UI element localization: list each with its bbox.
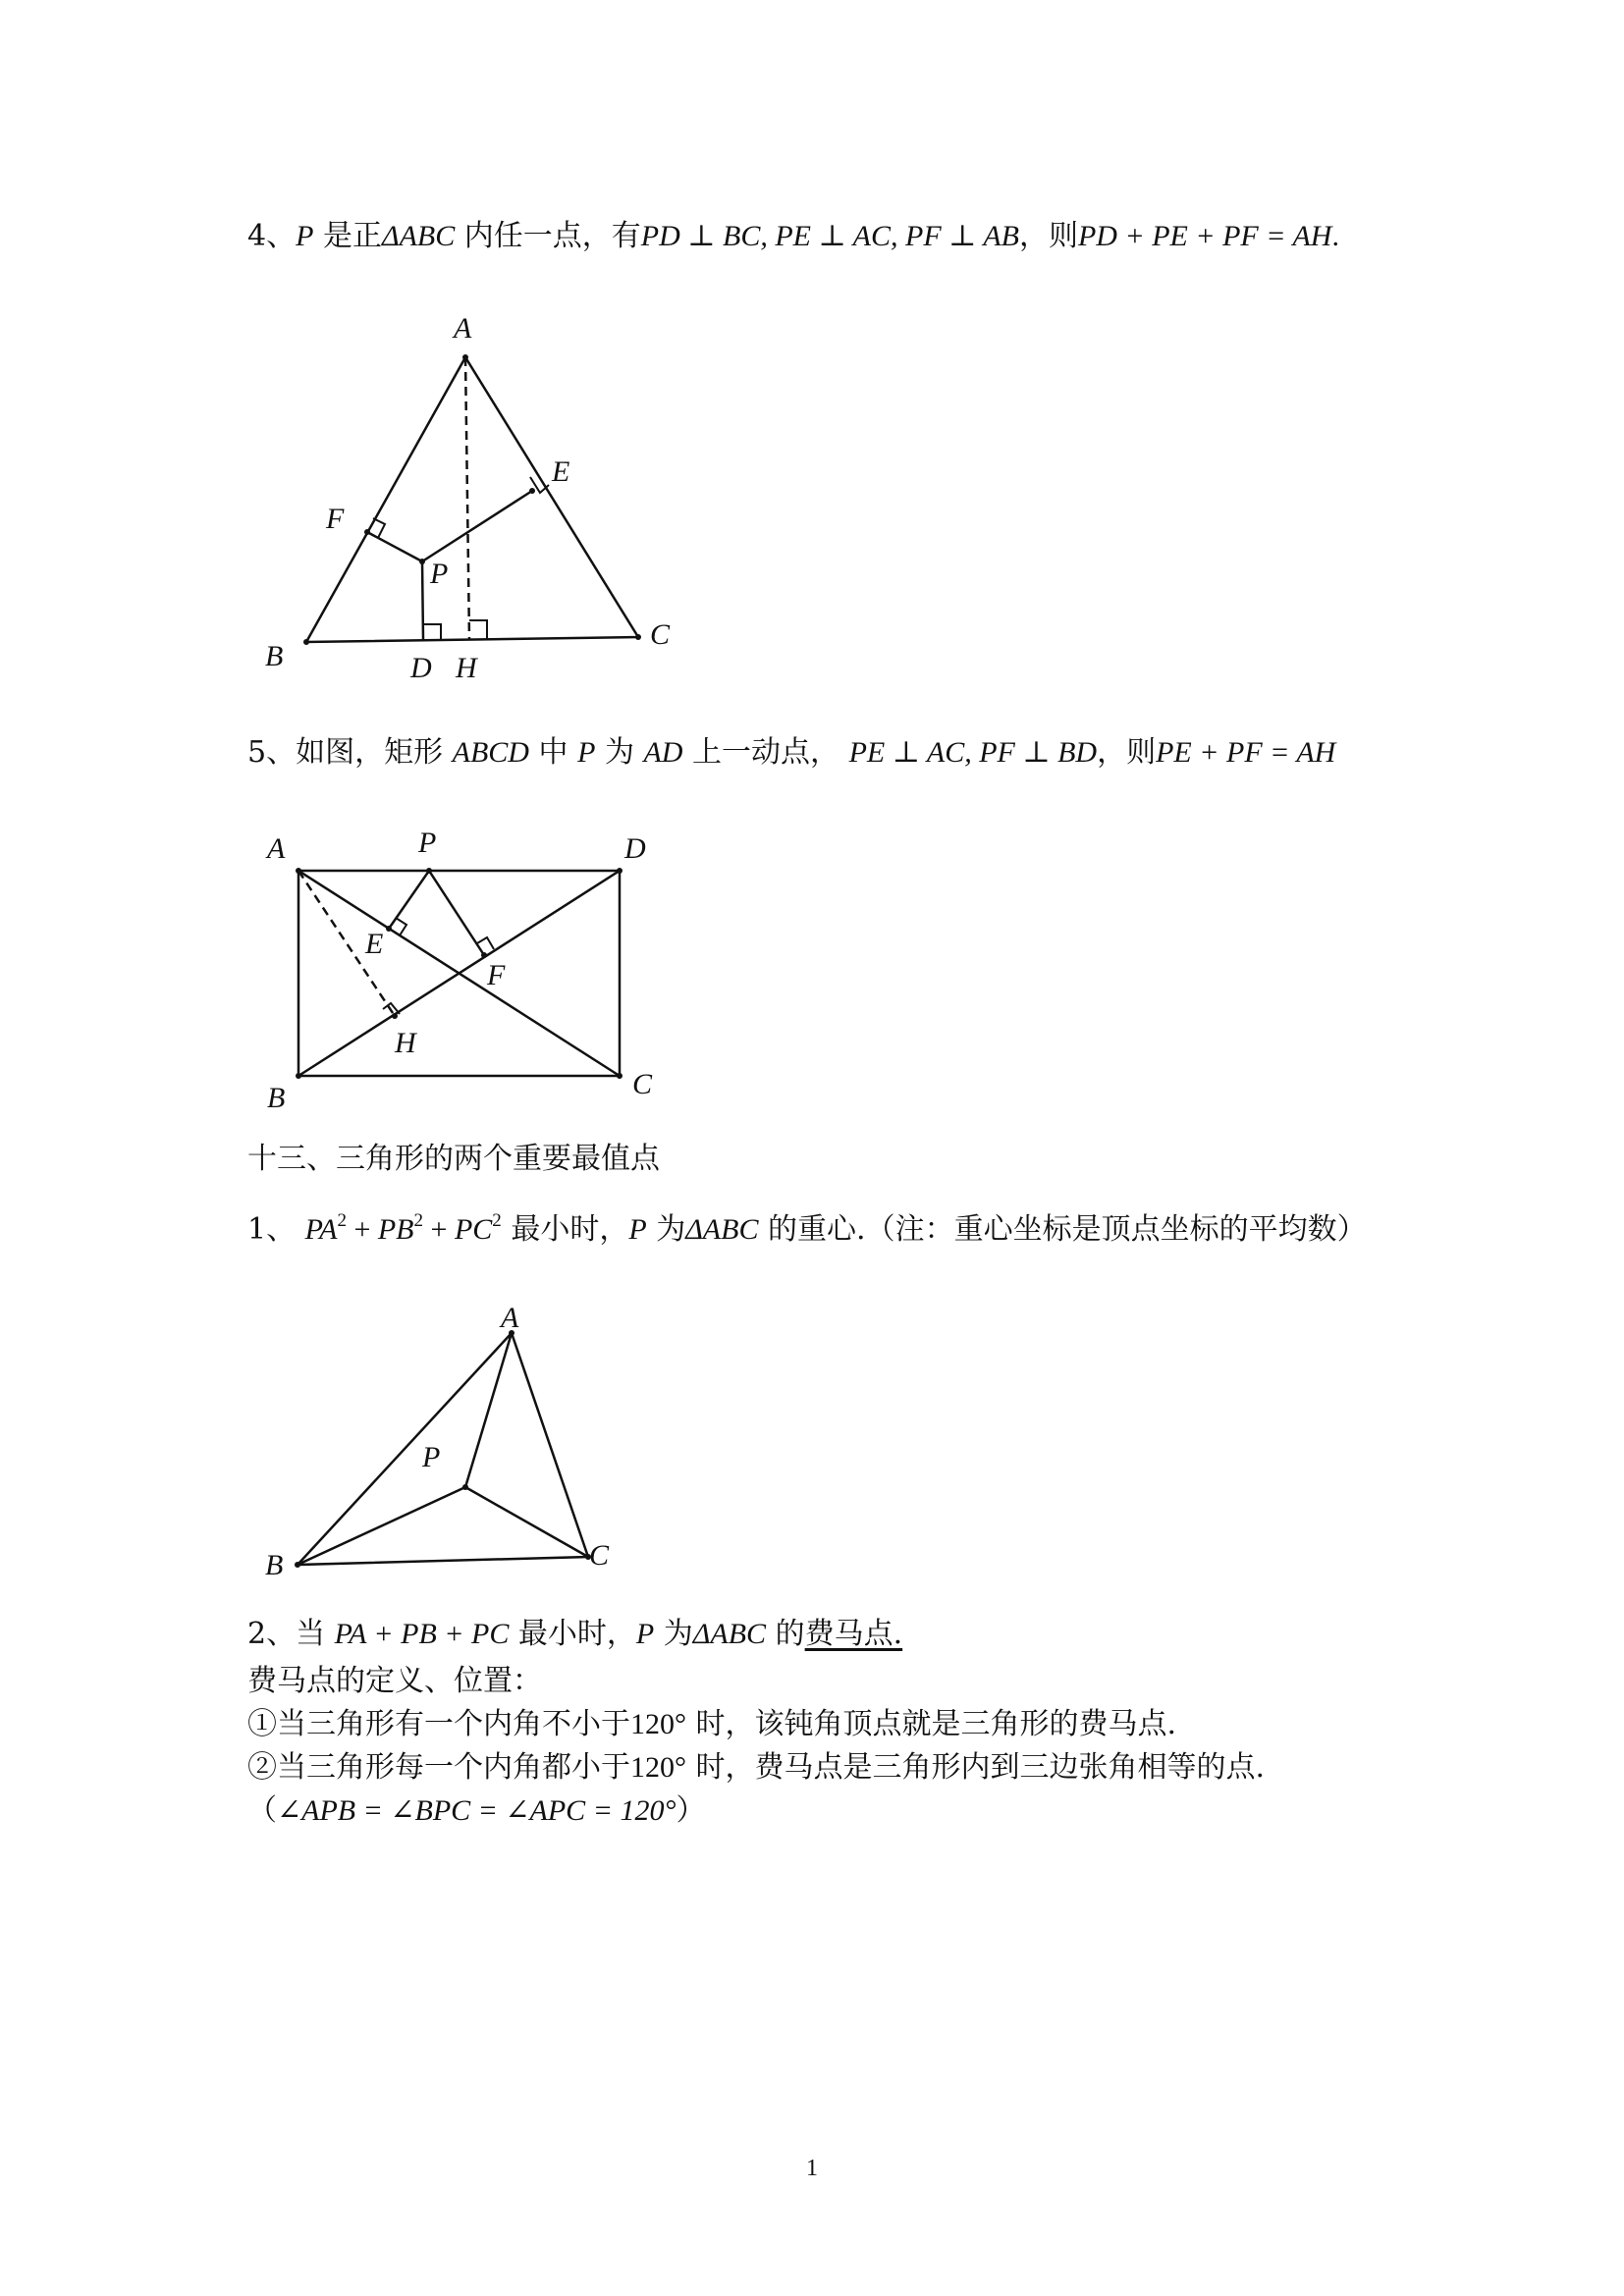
item-5-text-2: 中 [538,735,568,770]
segment-pa [465,1333,512,1487]
exponent: 2 [492,1210,502,1231]
fermat-definition-heading: 费马点的定义、位置： [247,1664,542,1698]
item-4-end: . [1331,220,1339,252]
item-13-1-number: 1、 [247,1212,297,1247]
angle-120: 120° [630,1708,686,1740]
item-13-2-text-3: 的 [775,1617,805,1651]
result-equation: PD + PE + PF = AH [1077,220,1332,252]
item-13-1-text-2: 为 [656,1212,686,1247]
exponent: 2 [413,1210,424,1231]
item-13-2-number: 2、当 [247,1617,326,1651]
label-b: B [267,1082,286,1114]
item-13-1-text-3: 的重心.（注：重心坐标是顶点坐标的平均数） [768,1212,1367,1247]
point-p: P [296,220,314,252]
label-d: D [410,652,432,684]
sum-pa-pb-pc: PA + PB + PC [334,1618,510,1650]
label-e: E [365,928,384,960]
item-13-2-text-2: 为 [663,1617,693,1651]
paren-open: （ [247,1793,277,1828]
item-5-text-1: 如图，矩形 [296,735,444,770]
fermat-case-2-post: 时，费马点是三角形内到三边张角相等的点. [695,1750,1266,1785]
item-4-text-1: 是正 [322,219,382,253]
section-13-title: 十三、三角形的两个重要最值点 [247,1142,660,1176]
plus-sign: + [346,1213,378,1246]
item-5-text-5: ，则 [1097,735,1157,770]
label-p: P [418,827,437,859]
plus-sign: + [423,1213,455,1246]
label-h: H [456,652,477,684]
point-p: P [628,1213,647,1246]
item-5-number: 5、 [247,735,297,770]
term-pb: PB [377,1213,414,1246]
item-4-number: 4、 [247,219,297,253]
label-f: F [326,503,345,535]
label-c: C [632,1068,653,1100]
segment-ad: AD [643,736,683,769]
label-a: A [501,1302,519,1334]
segment-pb [298,1487,465,1565]
point-p: P [577,736,596,769]
label-b: B [265,640,284,672]
fermat-case-2 [247,1749,1265,1787]
fermat-case-1 [247,1706,1176,1743]
item-13-2-text-1: 最小时， [517,1617,636,1651]
triangle-abc: ΔABC [685,1213,759,1246]
term-pa: PA [304,1213,338,1246]
angle-120: 120° [630,1751,686,1784]
item-5-text-4: 上一动点， [692,735,840,770]
perpendicular-conditions: PE ⊥ AC, PF ⊥ BD [848,736,1098,769]
segment-pc [465,1487,588,1557]
fermat-angles [247,1792,705,1830]
item-4-text-2: 内任一点，有 [463,219,641,253]
label-c: C [589,1539,610,1572]
fermat-case-2-pre: ②当三角形每一个内角都小于 [247,1750,630,1785]
label-e: E [552,455,570,488]
rectangle-abcd: ABCD [452,736,529,769]
fermat-point-term: 费马点. [804,1617,903,1651]
label-d: D [624,832,646,865]
exponent: 2 [337,1210,347,1231]
label-b: B [265,1549,284,1581]
label-p: P [430,558,449,590]
item-13-1-text-1: 最小时， [511,1212,629,1247]
term-pc: PC [454,1213,493,1246]
fermat-case-1-post: 时，该钝角顶点就是三角形的费马点. [695,1707,1177,1741]
point-p: P [635,1618,655,1650]
perpendicular-conditions: PD ⊥ BC, PE ⊥ AC, PF ⊥ AB [640,220,1019,252]
label-p: P [422,1441,441,1473]
page-number: 1 [806,2156,818,2181]
label-f: F [487,959,506,991]
item-4-text-3: ，则 [1018,219,1078,253]
label-h: H [395,1027,416,1059]
label-c: C [650,618,671,651]
label-a: A [267,832,286,865]
triangle-abc: ΔABC [692,1618,767,1650]
item-13-2-statement [247,1616,902,1653]
item-5-text-3: 为 [604,735,634,770]
paren-close: ） [676,1793,706,1828]
result-equation: PE + PF = AH [1156,736,1336,769]
fermat-case-1-pre: ①当三角形有一个内角不小于 [247,1707,630,1741]
triangle-abc-outline [298,1333,588,1565]
label-a: A [454,312,472,345]
triangle-abc: ΔABC [381,220,456,252]
angle-equalities: ∠APB = ∠BPC = ∠APC = 120° [277,1794,677,1827]
